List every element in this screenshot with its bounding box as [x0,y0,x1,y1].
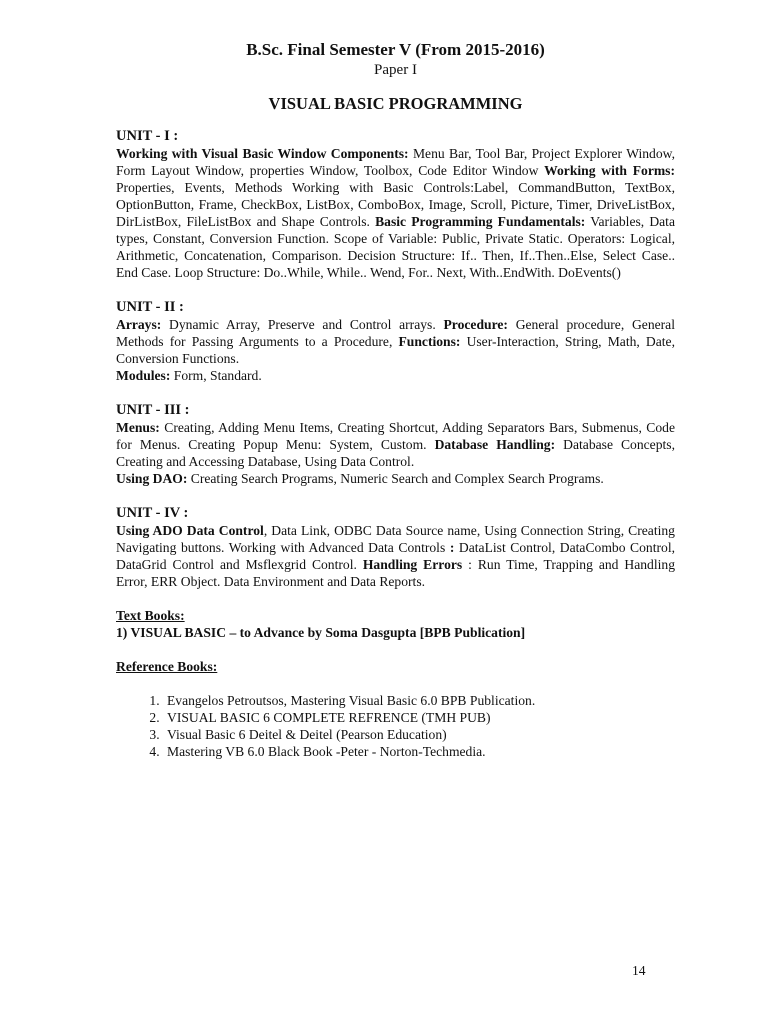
body-text: Dynamic Array, Preserve and Control arrays. [161,317,444,332]
bold-term: Handling Errors [362,557,463,572]
reference-item: 3. Visual Basic 6 Deitel & Deitel (Pearson Education) [163,726,675,743]
bold-term: Basic Programming Fundamentals: [375,214,586,229]
unit-body [116,522,675,590]
course-title: B.Sc. Final Semester V (From 2015-2016) [246,40,545,59]
bold-term: Functions: [398,334,461,349]
bold-term: Arrays: [116,317,162,332]
text-books-heading: Text Books: [116,608,185,623]
body-text: Menu Bar, Tool Bar, Project Explorer Window, Form Layout Window, properties Window, Toolbox, Code Editor Window [116,146,675,178]
reference-list [116,692,675,760]
body-text: General procedure, General Methods for Passing Arguments to a Procedure, [116,317,675,349]
unit-body [116,419,675,487]
body-text: Database Concepts, Creating and Accessing Database, Using Data Control. [116,437,675,469]
unit-3 [116,402,675,487]
body-text: User-Interaction, String, Math, Date, Conversion Functions. [116,334,675,366]
bold-term: Menus: [116,420,160,435]
paper-label: Paper I [374,62,417,78]
bold-term: Procedure: [443,317,508,332]
text-book-item: 1) VISUAL BASIC – to Advance by Soma Dasgupta [BPB Publication] [116,625,526,640]
body-text: : Run Time, Trapping and Handling Error, ERR Object. Data Environment and Data Reports. [116,557,675,589]
unit-title: UNIT - II : [116,299,184,315]
bold-term: : [449,540,455,555]
body-text: , Data Link, ODBC Data Source name, Using Connection String, Creating Navigating buttons. Working with Advanced Data Controls [116,523,675,555]
subject-title: VISUAL BASIC PROGRAMMING [268,94,523,113]
page-number: 14 [632,963,646,978]
body-text: Creating, Adding Menu Items, Creating Shortcut, Adding Separators Bars, Submenus, Code for Menus. Creating Popup Menu: System, Custom. [116,420,675,452]
bold-term: Working with Forms: [544,163,675,178]
syllabus-page [116,40,675,760]
unit-2 [116,299,675,384]
bold-term: Database Handling: [434,437,556,452]
bold-term: Using DAO: [116,471,188,486]
unit-4 [116,505,675,590]
reference-books-heading: Reference Books: [116,659,218,674]
body-text: DataList Control, DataCombo Control, DataGrid Control and Msflexgrid Control. [116,540,675,572]
unit-title: UNIT - IV : [116,505,189,521]
unit-body [116,316,675,384]
unit-1 [116,128,675,281]
bold-term: Using ADO Data Control [116,523,264,538]
reference-item: 4. Mastering VB 6.0 Black Book -Peter - Norton-Techmedia. [163,743,675,760]
reference-item: 1. Evangelos Petroutsos, Mastering Visual Basic 6.0 BPB Publication. [163,692,675,709]
body-text: Creating Search Programs, Numeric Search and Complex Search Programs. [187,471,604,486]
body-text: Variables, Data types, Constant, Conversion Function. Scope of Variable: Public, Private Static. Operators: Logical, Arithmetic, Concatenation, Comparison. Decision Structure: If.. Then, If..Then..Else, Select Case.. End Case. Loop Structure: Do..While, While.. Wend, For.. Next, With..EndWith. DoEvents() [116,214,675,280]
bold-term: Modules: [116,368,171,383]
bold-term: Working with Visual Basic Window Components: [116,146,409,161]
reference-item: 2. VISUAL BASIC 6 COMPLETE REFRENCE (TMH PUB) [163,709,675,726]
unit-title: UNIT - I : [116,128,179,144]
unit-body [116,145,675,281]
body-text: Properties, Events, Methods Working with Basic Controls:Label, CommandButton, TextBox, OptionButton, Frame, CheckBox, ListBox, ComboBox, Image, Scroll, Picture, Timer, DriveListBox, DirListBox, FileListBox and Shape Controls. [116,180,675,229]
body-text: Form, Standard. [170,368,262,383]
unit-title: UNIT - III : [116,402,190,418]
